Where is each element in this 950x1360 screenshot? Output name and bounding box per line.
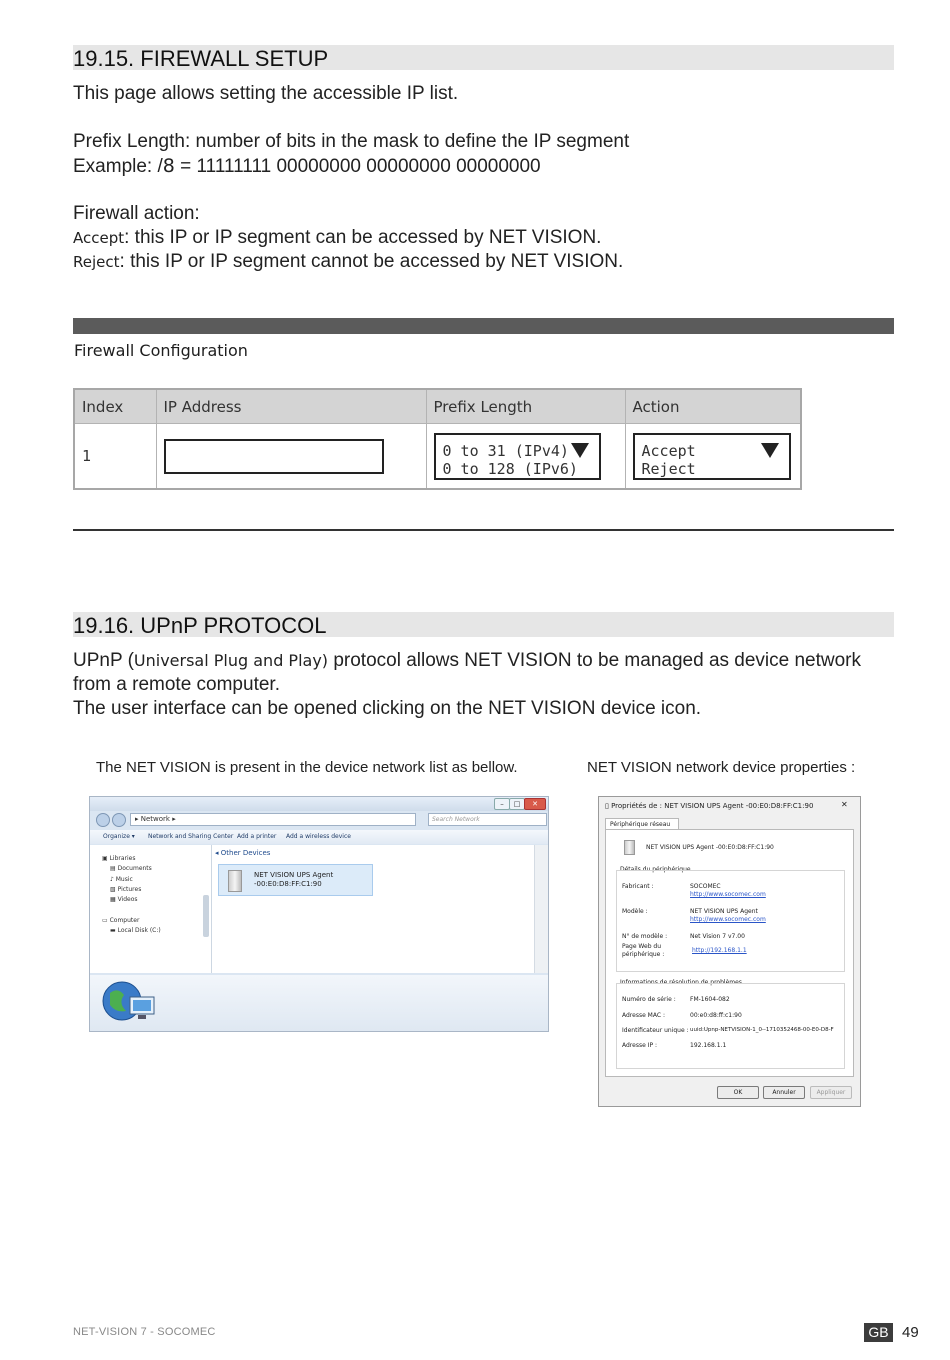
section-heading-upnp: 19.16. UPnP PROTOCOL [73,612,894,637]
model-label: Modèle : [622,908,648,915]
upnp-line1-c: protocol allows NET VISION to be managed as device network [328,650,862,671]
firewall-table [73,388,802,490]
group-other-devices: ◂ Other Devices [215,849,271,857]
web-page-link[interactable]: http://192.168.1.1 [692,947,747,954]
dropdown-arrow-icon [571,443,589,458]
nav-local-disk-label: Local Disk (C:) [117,927,161,934]
action-cell [625,424,801,490]
ip-cell [156,424,426,490]
accept-line [73,226,601,250]
nav-libraries[interactable]: ▣ Libraries [102,855,136,862]
content-scrollbar[interactable] [534,845,548,973]
ok-button[interactable]: OK [717,1086,759,1099]
accept-keyword: Accept [73,229,125,247]
device-net-vision[interactable] [218,864,373,896]
web-page-label-1: Page Web du [622,943,662,950]
command-bar [90,830,548,844]
reject-text: : this IP or IP segment cannot be accessed by NET VISION. [119,251,624,272]
cancel-button[interactable]: Annuler [763,1086,805,1099]
nav-documents[interactable]: ▤ Documents [110,865,152,872]
nav-music-label: Music [115,876,133,883]
ups-device-icon [624,840,635,855]
device-properties-screenshot [598,796,861,1107]
prefix-definition: Prefix Length: number of bits in the mask to define the IP segment [73,131,630,152]
action-option-accept: Accept [641,441,696,460]
forward-icon[interactable] [112,813,126,827]
col-index: Index [74,389,156,424]
prefix-option-ipv6: 0 to 128 (IPv6) [442,459,578,478]
nav-pictures[interactable]: ▧ Pictures [110,886,142,893]
section-heading-firewall: 19.15. FIREWALL SETUP [73,45,894,70]
close-icon[interactable]: ✕ [524,798,546,810]
table-header-row [74,389,801,424]
nav-scrollbar[interactable] [203,895,209,937]
upnp-line2: from a remote computer. [73,674,280,695]
window-titlebar [90,797,548,811]
uid-label: Identificateur unique : [622,1027,689,1034]
content-pane [212,845,534,973]
minimize-icon[interactable]: – [494,798,510,810]
dialog-title-text: Propriétés de : NET VISION UPS Agent -00:E0:D8:FF:C1:90 [611,802,814,810]
col-prefix-length: Prefix Length [426,389,625,424]
reject-line [73,250,623,274]
model-link[interactable]: http://www.socomec.com [690,916,766,923]
action-select[interactable] [633,433,791,480]
maximize-icon[interactable]: □ [509,798,525,810]
back-icon[interactable] [96,813,110,827]
path-label: Network [140,815,170,823]
serial-label: Numéro de série : [622,996,676,1003]
upnp-line1 [73,649,861,673]
model-value: NET VISION UPS Agent [690,908,758,915]
troubleshooting-group-title: Informations de résolution de problèmes [620,979,742,986]
model-number-label: N° de modèle : [622,933,668,940]
ip-value: 192.168.1.1 [690,1042,727,1049]
ups-device-icon [228,870,242,892]
manufacturer-value: SOCOMEC [690,883,721,890]
menu-add-printer[interactable]: Add a printer [237,833,277,840]
action-option-reject: Reject [641,459,696,478]
caption-network-list: The NET VISION is present in the device network list as bellow. [96,759,518,776]
tab-network-device[interactable]: Périphérique réseau [605,818,679,830]
group-label: Other Devices [220,849,271,857]
menu-organize[interactable]: Organize ▾ [103,833,135,840]
nav-videos-label: Videos [117,896,138,903]
navigation-pane [90,845,212,973]
prefix-option-ipv4: 0 to 31 (IPv4) [442,441,569,460]
dialog-title: ▯ Propriétés de : NET VISION UPS Agent -00:E0:D8:FF:C1:90 [605,802,814,810]
accept-text: : this IP or IP segment can be accessed by NET VISION. [124,227,602,248]
model-number-value: Net Vision 7 v7.00 [690,933,745,940]
properties-panel [605,829,854,1077]
mac-value: 00:e0:d8:ff:c1:90 [690,1012,742,1019]
prefix-length-select[interactable] [434,433,601,480]
network-globe-icon [100,977,160,1031]
firewall-action-title: Firewall action: [73,203,200,224]
web-page-label-2: périphérique : [622,951,665,958]
ip-label: Adresse IP : [622,1042,658,1049]
nav-documents-label: Documents [117,865,152,872]
address-bar [94,813,546,826]
nav-pictures-label: Pictures [117,886,142,893]
upnp-line1-a: UPnP ( [73,650,134,671]
menu-add-wireless[interactable]: Add a wireless device [286,833,351,840]
mac-label: Adresse MAC : [622,1012,665,1019]
page-number: 49 [902,1324,919,1341]
dropdown-arrow-icon [761,443,779,458]
col-action: Action [625,389,801,424]
nav-libraries-label: Libraries [109,855,136,862]
nav-computer-label: Computer [109,917,140,924]
table-row [74,424,801,490]
language-badge: GB [864,1323,893,1342]
nav-music[interactable]: ♪ Music [110,876,133,883]
section-divider [73,529,894,531]
nav-videos[interactable]: ▦ Videos [110,896,138,903]
device-mac: -00:E0:D8:FF:C1:90 [254,880,322,888]
prefix-example-b: 8 [162,155,175,177]
firewall-config-title: Firewall Configuration [74,341,248,360]
prefix-cell [426,424,625,490]
manufacturer-label: Fabricant : [622,883,654,890]
device-name: NET VISION UPS Agent [254,871,334,879]
serial-value: FM-1604-082 [690,996,730,1003]
address-path[interactable]: ▸ Network ▸ [130,813,416,826]
prefix-example-c: = 11111111 00000000 00000000 00000000 [174,156,541,177]
search-input[interactable]: Search Network [428,813,547,826]
ip-address-input[interactable] [164,439,384,474]
prefix-example [73,154,541,179]
dialog-device-name: NET VISION UPS Agent -00:E0:D8:FF:C1:90 [646,844,774,851]
details-group-title: Détails du périphérique [620,866,691,873]
col-ip-address: IP Address [156,389,426,424]
nav-local-disk[interactable]: ▬ Local Disk (C:) [110,927,161,934]
manufacturer-link[interactable]: http://www.socomec.com [690,891,766,898]
upnp-line1-b: Universal Plug and Play) [133,651,329,670]
prefix-example-a: Example: / [73,156,163,177]
uid-value: uuid:Upnp-NETVISION-1_0--1710352468-00-E0-D8-F [690,1027,834,1033]
upnp-line3: The user interface can be opened clicking on the NET VISION device icon. [73,698,702,719]
footer-doc-name: NET-VISION 7 - SOCOMEC [73,1326,216,1338]
config-header-bar [73,318,894,334]
details-pane [90,975,548,1031]
caption-device-properties: NET VISION network device properties : [587,759,856,776]
row-index: 1 [74,424,156,490]
dialog-close-icon[interactable]: ✕ [841,800,848,809]
network-explorer-screenshot [89,796,549,1032]
firewall-intro: This page allows setting the accessible IP list. [73,83,459,104]
apply-button[interactable]: Appliquer [810,1086,852,1099]
reject-keyword: Reject [73,253,120,271]
nav-computer[interactable]: ▭ Computer [102,917,140,924]
menu-network-sharing[interactable]: Network and Sharing Center [148,833,234,840]
